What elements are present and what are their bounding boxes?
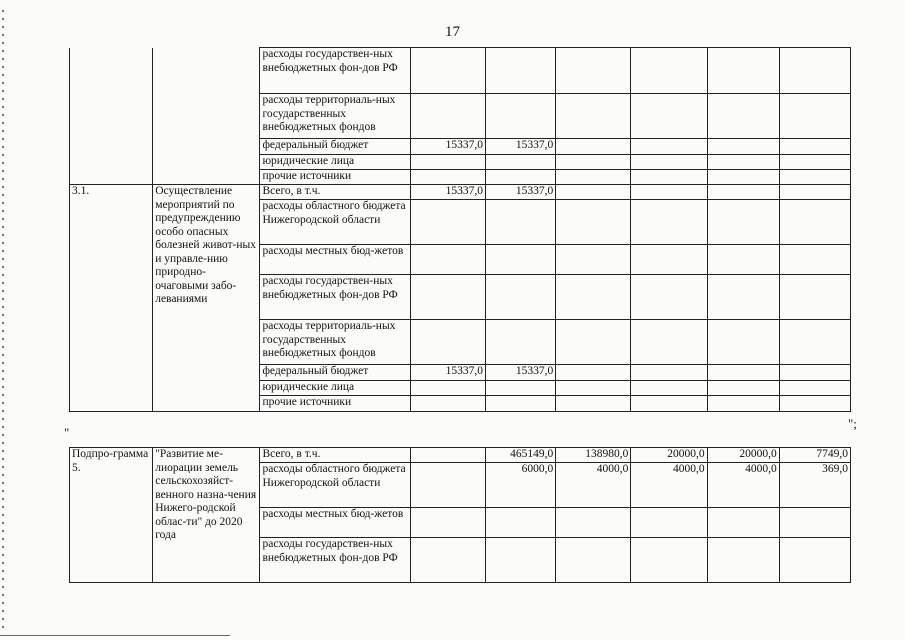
cell-empty — [707, 320, 779, 365]
cell-value — [486, 320, 556, 365]
cell-empty — [631, 185, 707, 200]
cell-source: Всего, в т.ч. — [260, 185, 410, 200]
cell-empty — [631, 396, 707, 412]
cell-source: расходы местных бюд-жетов — [260, 508, 410, 538]
cell-empty — [779, 245, 850, 275]
cell-empty — [556, 275, 631, 320]
cell-empty — [707, 365, 779, 381]
page-number: 17 — [445, 24, 460, 40]
cell-source: Всего, в т.ч. — [260, 448, 410, 463]
cell-empty — [556, 94, 631, 139]
cell-empty — [779, 139, 850, 155]
cell-value: 20000,0 — [707, 448, 779, 463]
cell-empty — [779, 48, 850, 94]
cell-value: 4000,0 — [556, 463, 631, 508]
cell-empty — [707, 155, 779, 170]
cell-value — [486, 200, 556, 245]
scan-margin-marks — [2, 10, 4, 630]
cell-source: прочие источники — [260, 396, 410, 412]
cell-empty — [707, 170, 779, 185]
cell-empty — [707, 245, 779, 275]
cell-source: расходы территориаль-ных государственных внебюджетных фондов — [260, 94, 410, 139]
cell-source: федеральный бюджет — [260, 365, 410, 381]
table-row — [70, 185, 851, 200]
cell-value: 4000,0 — [631, 463, 707, 508]
cell-empty — [556, 365, 631, 381]
cell-value: 15337,0 — [410, 185, 485, 200]
cell-empty — [707, 185, 779, 200]
cell-value: 369,0 — [779, 463, 850, 508]
cell-value — [486, 538, 556, 583]
cell-source: расходы областного бюджета Нижегородской области — [260, 200, 410, 245]
cell-number: Подпро-грамма 5. — [70, 448, 153, 583]
cell-value — [486, 275, 556, 320]
cell-value: 15337,0 — [410, 365, 485, 381]
cell-value — [410, 508, 485, 538]
opening-quote: " — [64, 425, 70, 440]
cell-value: 465149,0 — [486, 448, 556, 463]
cell-source: расходы областного бюджета Нижегородской области — [260, 463, 410, 508]
cell-value: 15337,0 — [486, 365, 556, 381]
cell-value: 4000,0 — [707, 463, 779, 508]
cell-source: расходы государствен-ных внебюджетных фон-дов РФ — [260, 538, 410, 583]
cell-empty — [707, 381, 779, 396]
cell-empty — [631, 139, 707, 155]
cell-source: юридические лица — [260, 155, 410, 170]
cell-empty — [707, 275, 779, 320]
cell-empty — [779, 320, 850, 365]
cell-empty — [631, 381, 707, 396]
cell-source: юридические лица — [260, 381, 410, 396]
cell-value — [410, 94, 485, 139]
cell-empty — [631, 320, 707, 365]
cell-name: "Развитие ме-лиорации земель сельскохозяйст-венного назна-чения Нижего-родской облас-ти" до 2020 года — [153, 448, 260, 583]
cell-empty — [556, 396, 631, 412]
cell-empty — [556, 320, 631, 365]
cell-empty — [779, 185, 850, 200]
cell-source: расходы государствен-ных внебюджетных фон-дов РФ — [260, 275, 410, 320]
cell-value: 7749,0 — [779, 448, 850, 463]
funding-table-subprogram-5 — [69, 447, 851, 583]
cell-value: 20000,0 — [631, 448, 707, 463]
cell-value — [486, 94, 556, 139]
cell-number: 3.1. — [70, 185, 153, 412]
cell-empty — [556, 155, 631, 170]
cell-value — [410, 396, 485, 412]
cell-empty — [779, 170, 850, 185]
cell-value — [410, 48, 485, 94]
cell-empty — [556, 170, 631, 185]
cell-empty — [631, 94, 707, 139]
cell-empty — [631, 170, 707, 185]
cell-empty — [779, 275, 850, 320]
cell-value: 138980,0 — [556, 448, 631, 463]
cell-value — [486, 381, 556, 396]
cell-empty — [779, 200, 850, 245]
cell-empty — [779, 365, 850, 381]
cell-value — [410, 463, 485, 508]
cell-empty — [707, 139, 779, 155]
closing-quote: "; — [848, 416, 857, 431]
cell-empty — [631, 48, 707, 94]
cell-empty — [631, 155, 707, 170]
cell-value: 6000,0 — [486, 463, 556, 508]
cell-value — [410, 448, 485, 463]
cell-value — [486, 245, 556, 275]
cell-value — [410, 200, 485, 245]
funding-table-continued — [69, 47, 851, 412]
cell-value — [410, 170, 485, 185]
cell-number — [70, 48, 153, 185]
cell-value — [410, 155, 485, 170]
cell-value — [410, 538, 485, 583]
cell-value — [410, 245, 485, 275]
cell-empty — [556, 48, 631, 94]
cell-value — [486, 155, 556, 170]
cell-empty — [779, 155, 850, 170]
cell-empty — [631, 275, 707, 320]
cell-empty — [779, 396, 850, 412]
cell-value: 15337,0 — [486, 139, 556, 155]
cell-empty — [556, 245, 631, 275]
cell-value — [410, 275, 485, 320]
table-row — [70, 48, 851, 94]
cell-empty — [779, 381, 850, 396]
cell-source: расходы государствен-ных внебюджетных фон-дов РФ — [260, 48, 410, 94]
cell-empty — [556, 200, 631, 245]
cell-value: 15337,0 — [410, 139, 485, 155]
cell-value — [486, 396, 556, 412]
cell-empty — [556, 185, 631, 200]
cell-value — [779, 538, 850, 583]
cell-value: 15337,0 — [486, 185, 556, 200]
cell-value — [486, 170, 556, 185]
cell-value — [779, 508, 850, 538]
cell-empty — [707, 200, 779, 245]
cell-value — [410, 320, 485, 365]
cell-empty — [707, 94, 779, 139]
cell-source: федеральный бюджет — [260, 139, 410, 155]
cell-source: расходы территориаль-ных государственных внебюджетных фондов — [260, 320, 410, 365]
cell-empty — [707, 396, 779, 412]
cell-empty — [631, 245, 707, 275]
cell-name: Осуществление мероприятий по предупреждению особо опасных болезней живот-ных и управле-нию природно-очаговыми забо-леваниями — [153, 185, 260, 412]
table-row — [70, 448, 851, 463]
cell-empty — [779, 94, 850, 139]
cell-value — [556, 538, 631, 583]
cell-empty — [556, 381, 631, 396]
cell-value — [631, 508, 707, 538]
cell-empty — [631, 365, 707, 381]
cell-value — [486, 48, 556, 94]
cell-value — [707, 508, 779, 538]
cell-value — [486, 508, 556, 538]
cell-empty — [707, 48, 779, 94]
cell-empty — [556, 139, 631, 155]
cell-source: расходы местных бюд-жетов — [260, 245, 410, 275]
cell-empty — [631, 200, 707, 245]
cell-value — [556, 508, 631, 538]
cell-name — [153, 48, 260, 185]
cell-value — [631, 538, 707, 583]
cell-value — [410, 381, 485, 396]
scan-edge-line — [0, 635, 230, 636]
cell-source: прочие источники — [260, 170, 410, 185]
cell-value — [707, 538, 779, 583]
